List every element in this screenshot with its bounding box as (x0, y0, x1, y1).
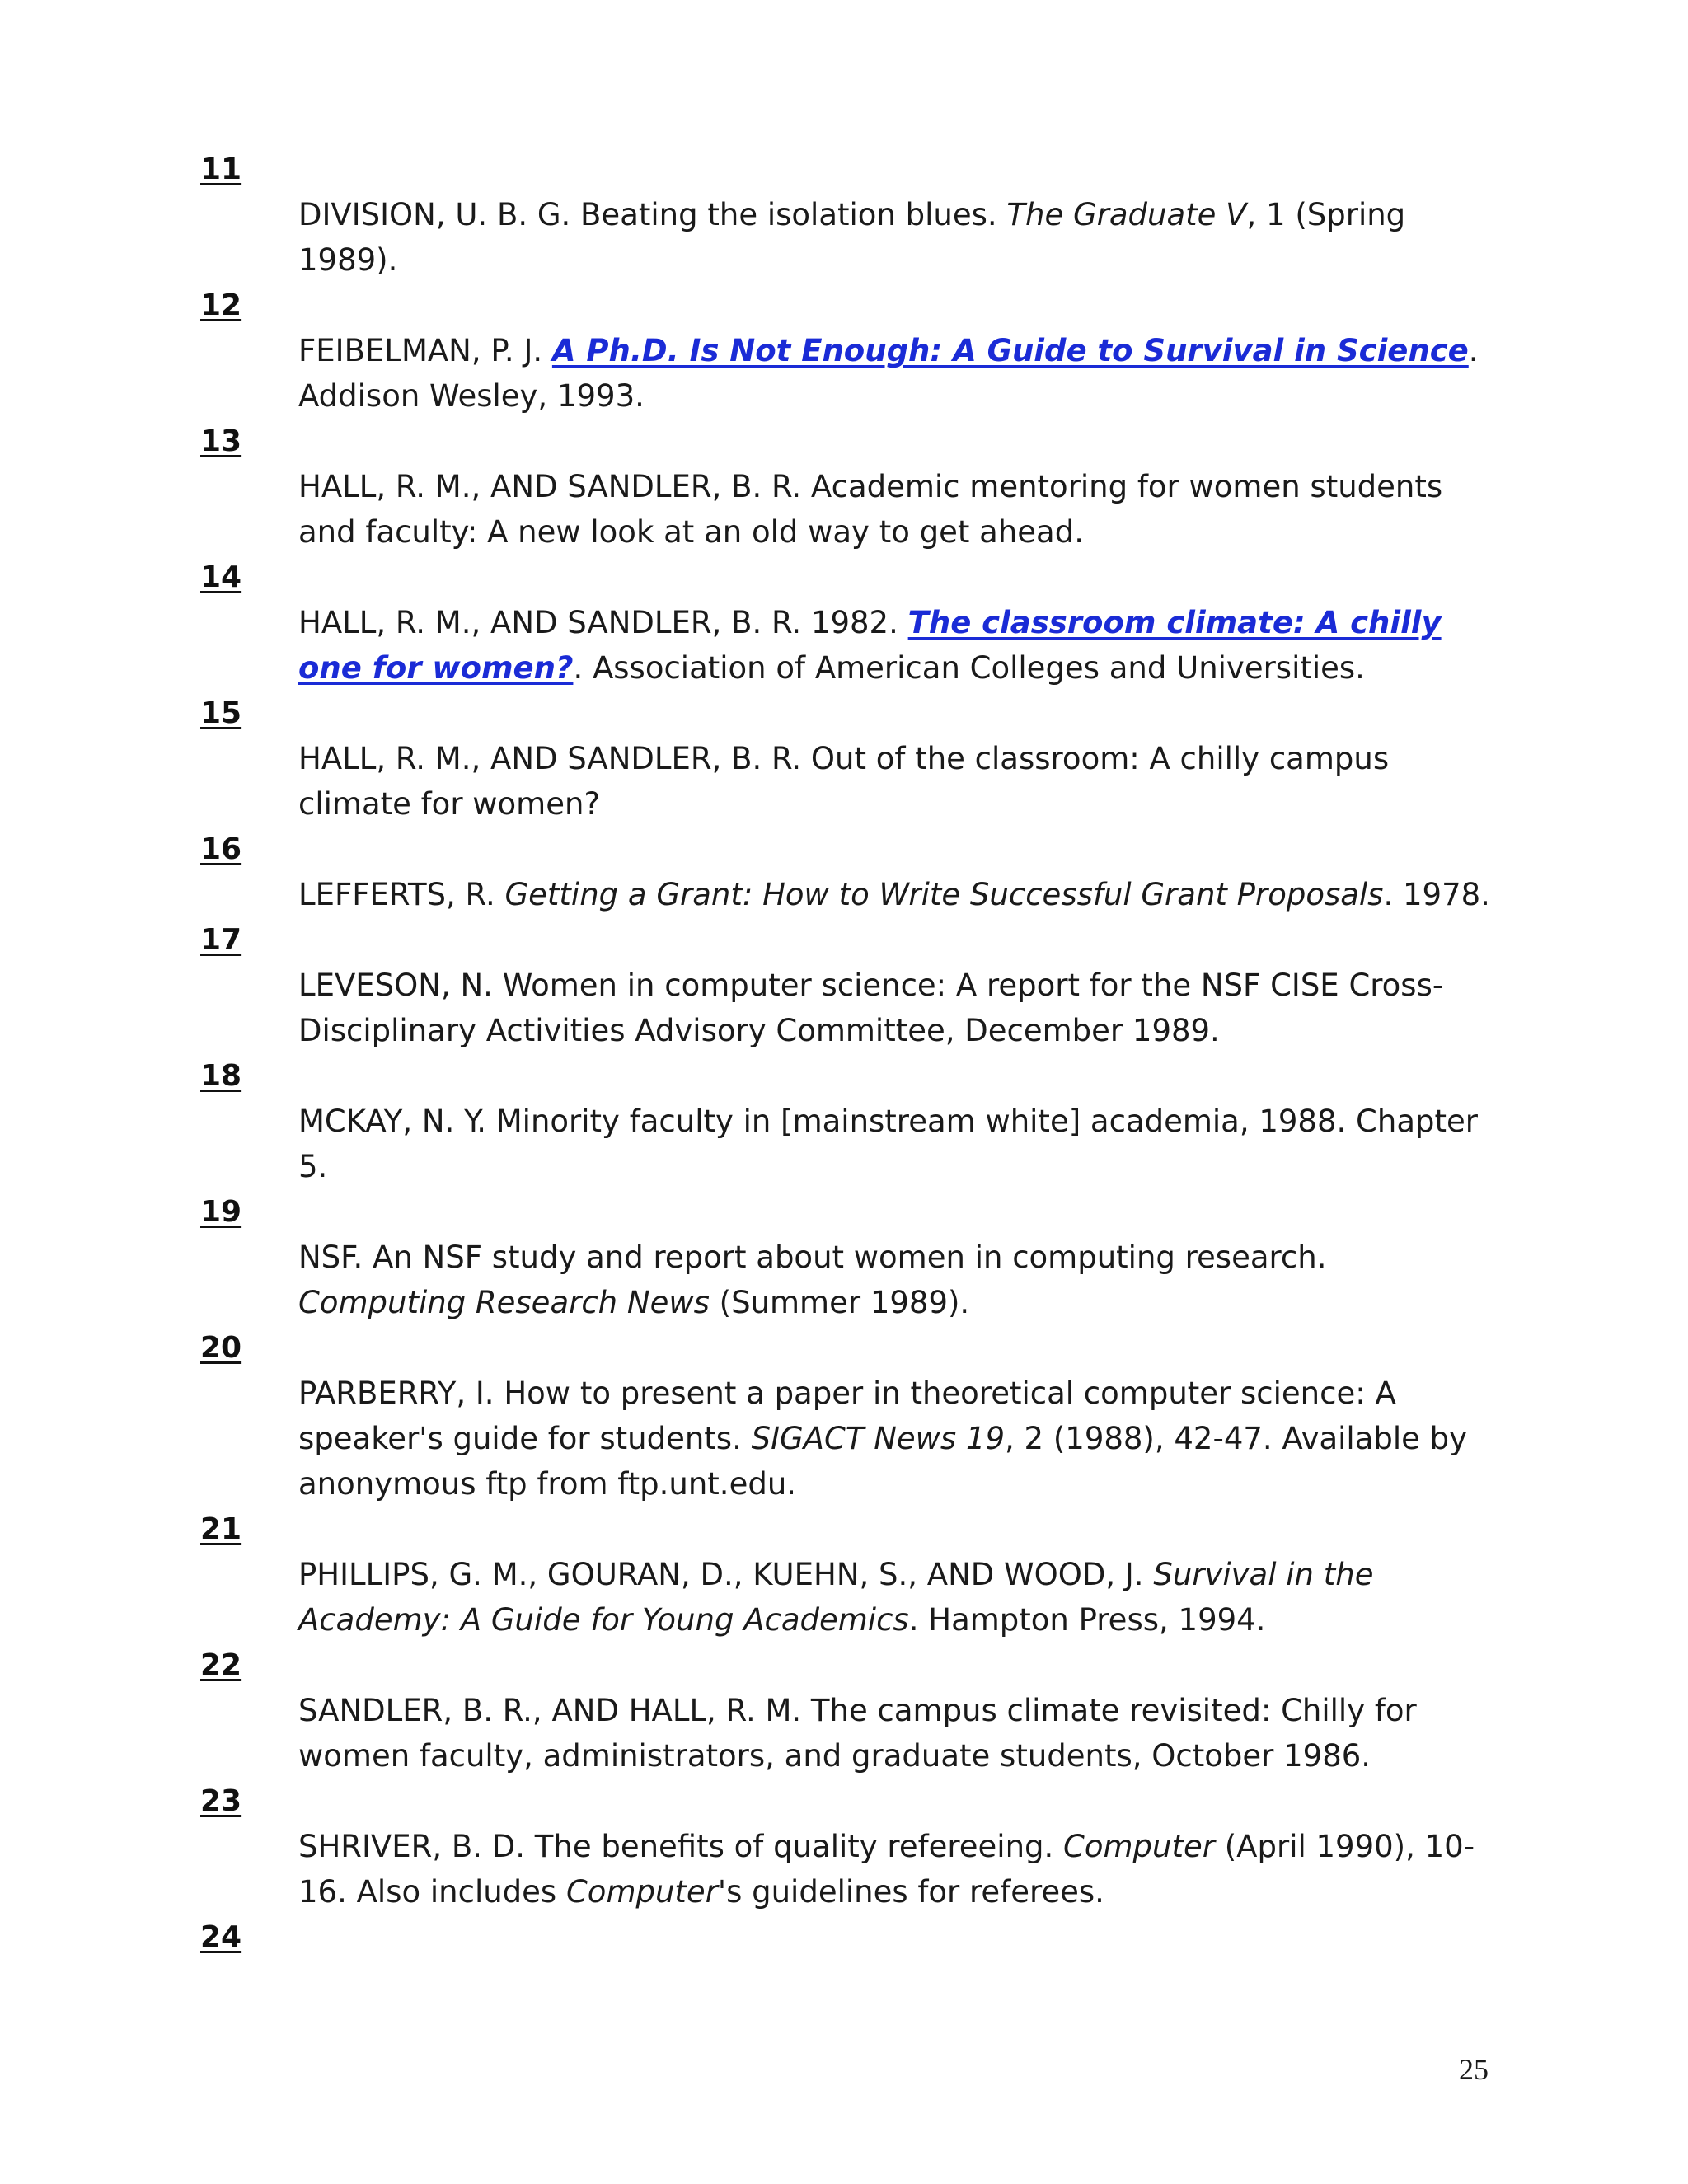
reference-entry (0, 1325, 1688, 1507)
reference-title-italic: Computing Research News (298, 1285, 710, 1320)
reference-title-italic: Computer (1063, 1829, 1215, 1864)
reference-entry (0, 917, 1688, 1053)
reference-entry (0, 1507, 1688, 1643)
reference-text-segment: 's guidelines for referees. (717, 1874, 1104, 1910)
reference-text-segment: MCKAY, N. Y. Minority faculty in [mainstream white] academia, 1988. Chapter 5. (298, 1104, 1478, 1184)
reference-entry (0, 691, 1688, 827)
reference-number: 11 (200, 152, 242, 186)
reference-title-italic: SIGACT News 19 (751, 1421, 1006, 1456)
reference-entry (0, 1779, 1688, 1915)
reference-text (298, 1235, 1502, 1325)
reference-text-segment: , 2 (1988), 42-47. Available by anonymous ftp from ftp.unt.edu. (298, 1421, 1468, 1502)
reference-title-italic: Computer (565, 1874, 718, 1910)
reference-number: 21 (200, 1512, 242, 1546)
reference-number: 14 (200, 560, 242, 594)
reference-entry (0, 1053, 1688, 1189)
reference-entry (0, 1189, 1688, 1325)
reference-entry (0, 827, 1688, 917)
reference-text (298, 600, 1502, 691)
reference-entry (0, 419, 1688, 555)
reference-number: 13 (200, 424, 242, 458)
reference-title-italic: Getting a Grant: How to Write Successful Grant Proposals (504, 877, 1384, 912)
reference-text-segment: . Addison Wesley, 1993. (298, 333, 1479, 414)
reference-text (298, 1824, 1502, 1915)
reference-text-segment: DIVISION, U. B. G. Beating the isolation blues. (298, 197, 1007, 232)
reference-text (298, 1371, 1502, 1507)
reference-text-segment: , 1 (Spring 1989). (298, 197, 1406, 278)
reference-text-segment: NSF. An NSF study and report about women in computing research. (298, 1240, 1327, 1275)
reference-text-segment: . 1978. (1383, 877, 1490, 912)
reference-text-segment: SANDLER, B. R., AND HALL, R. M. The campus climate revisited: Chilly for women faculty, administrators, and graduate students, October 1986. (298, 1693, 1417, 1774)
reference-text (298, 328, 1502, 419)
reference-entry (0, 147, 1688, 283)
reference-text-segment: . Association of American Colleges and Universities. (573, 650, 1365, 686)
reference-text (298, 1552, 1502, 1643)
reference-text-segment: PARBERRY, I. How to present a paper in theoretical computer science: A speaker's guide for students. (298, 1376, 1396, 1456)
reference-title-italic: Survival in the Academy: A Guide for Young Academics (298, 1557, 1374, 1638)
reference-text (298, 872, 1502, 917)
reference-link[interactable]: A Ph.D. Is Not Enough: A Guide to Survival in Science (551, 333, 1469, 368)
reference-text (298, 464, 1502, 555)
reference-number: 24 (200, 1920, 242, 1954)
reference-text (298, 1688, 1502, 1779)
reference-text (298, 1099, 1502, 1189)
reference-text (298, 736, 1502, 827)
reference-text-segment: HALL, R. M., AND SANDLER, B. R. Out of the classroom: A chilly campus climate for women? (298, 741, 1390, 822)
reference-text-segment: (Summer 1989). (709, 1285, 970, 1320)
reference-entry (0, 283, 1688, 419)
reference-text-segment: HALL, R. M., AND SANDLER, B. R. 1982. (298, 605, 908, 640)
reference-number: 18 (200, 1059, 242, 1093)
reference-text-segment: LEVESON, N. Women in computer science: A report for the NSF CISE Cross-Disciplinary Activities Advisory Committee, December 1989. (298, 968, 1444, 1048)
reference-list (0, 147, 1688, 1960)
reference-number: 12 (200, 288, 242, 322)
reference-entry (0, 555, 1688, 691)
reference-entry (0, 1915, 1688, 1960)
reference-text (298, 963, 1502, 1053)
reference-number: 20 (200, 1331, 242, 1365)
page-number: 25 (1459, 2053, 1489, 2086)
reference-text-segment: LEFFERTS, R. (298, 877, 505, 912)
reference-number: 19 (200, 1195, 242, 1229)
reference-text-segment: FEIBELMAN, P. J. (298, 333, 552, 368)
reference-number: 17 (200, 923, 242, 957)
reference-number: 15 (200, 696, 242, 730)
reference-text-segment: PHILLIPS, G. M., GOURAN, D., KUEHN, S., AND WOOD, J. (298, 1557, 1154, 1592)
reference-text-segment: . Hampton Press, 1994. (908, 1602, 1266, 1638)
reference-text (298, 192, 1502, 283)
reference-entry (0, 1643, 1688, 1779)
reference-text-segment: SHRIVER, B. D. The benefits of quality refereeing. (298, 1829, 1064, 1864)
reference-number: 23 (200, 1784, 242, 1818)
reference-link[interactable]: The classroom climate: A chilly one for women? (298, 605, 1442, 686)
reference-number: 22 (200, 1648, 242, 1682)
reference-title-italic: The Graduate V (1006, 197, 1247, 232)
reference-text-segment: (April 1990), 10-16. Also includes (298, 1829, 1475, 1910)
reference-text-segment: HALL, R. M., AND SANDLER, B. R. Academic mentoring for women students and faculty: A new look at an old way to get ahead. (298, 469, 1443, 550)
reference-number: 16 (200, 832, 242, 866)
